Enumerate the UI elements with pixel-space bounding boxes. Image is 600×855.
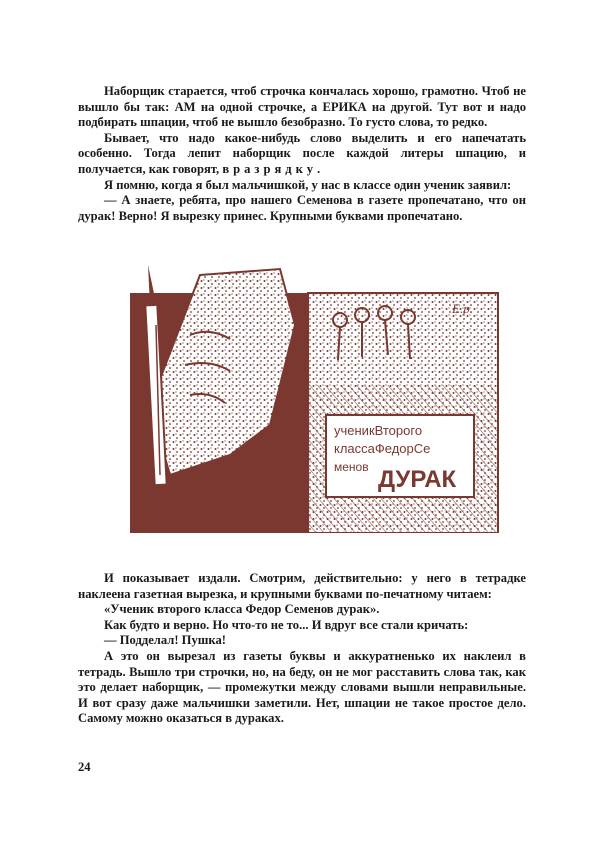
paragraph: Наборщик старается, чтоб строчка кончалась хорошо, грамотно. Чтоб не вышло бы так: АМ на одной строчке, а ЕРИКА на другой. Тут вот и надо подбирать шпации, чтоб не вышло безобразно. То густо слова, то редко. bbox=[78, 84, 526, 130]
bottom-text-block bbox=[78, 571, 526, 727]
paragraph: «Ученик второго класса Федор Семенов дурак». bbox=[104, 602, 380, 617]
clipping-line: менов bbox=[334, 460, 369, 474]
clipping-line: классаФедорСе bbox=[334, 441, 431, 456]
paragraph: — Подделал! Пушка! bbox=[104, 633, 226, 648]
notebook-illustration bbox=[130, 265, 502, 533]
paragraph: Я помню, когда я был мальчишкой, у нас в классе один ученик заявил: bbox=[104, 177, 512, 192]
paragraph: Бывает, что надо какое-нибудь слово выделить и его напечатать особенно. Тогда лепит наборщик после каждой литеры шпацию, и получается, как говорят, вразрядку. bbox=[78, 130, 526, 176]
clipping-big-word: ДУРАК bbox=[378, 466, 457, 493]
spaced-word: вразрядку bbox=[222, 161, 318, 176]
top-text-block bbox=[78, 84, 526, 224]
paragraph: — А знаете, ребята, про нашего Семенова в газете пропечатано, что он дурак! Верно! Я вырезку принес. Крупными буквами пропечатано. bbox=[78, 193, 526, 223]
note-mark: Е.р. bbox=[452, 301, 473, 316]
paragraph: А это он вырезал из газеты буквы и аккуратненько их наклеил в тетрадь. Вышло три строчки, но, на беду, он не мог расставить слова так, как это делает наборщик, — промежутки между словами вышли неправильные. И вот сразу даже мальчишки заметили. Нет, шпации не такое простое дело. Самому можно оказаться в дураках. bbox=[78, 648, 526, 726]
paragraph: Как будто и верно. Но что-то не то... И вдруг все стали кричать: bbox=[104, 617, 469, 632]
page-number: 24 bbox=[78, 760, 91, 774]
clipping-line: ученикВторого bbox=[334, 423, 423, 438]
paragraph: И показывает издали. Смотрим, действительно: у него в тетрадке наклеена газетная вырезка, и крупными буквами по-печатному читаем: bbox=[78, 571, 526, 601]
